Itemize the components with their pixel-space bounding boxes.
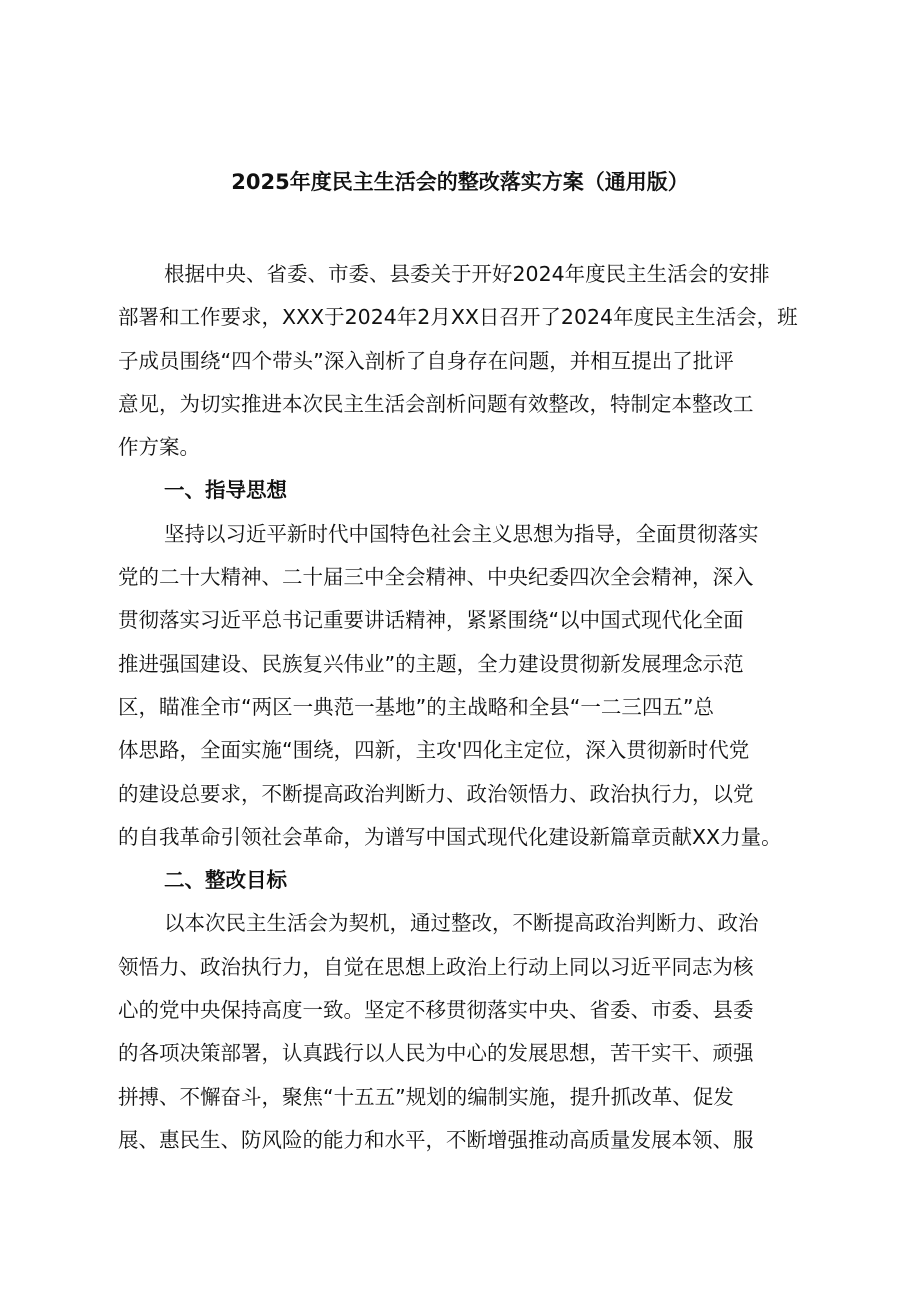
intro-line: 意见，为切实推进本次民主生活会剖析问题有效整改，特制定本整改工 — [118, 391, 754, 416]
section-heading-guiding-thought: 一、指导思想 — [164, 478, 287, 503]
section1-line: 贯彻落实习近平总书记重要讲话精神，紧紧围绕“以中国式现代化全面 — [118, 608, 744, 633]
section1-line: 推进强国建设、民族复兴伟业”的主题，全力建设贯彻新发展理念示范 — [118, 651, 744, 676]
section1-line: 坚持以习近平新时代中国特色社会主义思想为指导，全面贯彻落实 — [164, 521, 759, 546]
section2-line: 的各项决策部署，认真践行以人民为中心的发展思想，苦干实干、顽强 — [118, 1041, 754, 1066]
intro-line: 根据中央、省委、市委、县委关于开好2024年度民主生活会的安排 — [164, 262, 770, 286]
section2-line: 领悟力、政治执行力，自觉在思想上政治上行动上同以习近平同志为核 — [118, 954, 754, 979]
section1-line: 党的二十大精神、二十届三中全会精神、中央纪委四次全会精神，深入 — [118, 565, 754, 590]
section2-line: 以本次民主生活会为契机，通过整改，不断提高政治判断力、政治 — [164, 911, 759, 936]
section1-line: 体思路，全面实施“围绕，四新，主攻'四化主定位，深入贯彻新时代党 — [118, 738, 750, 763]
intro-line: 作方案。 — [118, 435, 200, 460]
intro-line: 子成员围绕“四个带头”深入剖析了自身存在问题，并相互提出了批评 — [118, 348, 734, 373]
section2-line: 心的党中央保持高度一致。坚定不移贯彻落实中央、省委、市委、县委 — [118, 998, 754, 1023]
document-title: 2025年度民主生活会的整改落实方案（通用版） — [231, 170, 689, 194]
section-heading-rectification-goals: 二、整改目标 — [164, 868, 287, 893]
section2-line: 展、惠民生、防风险的能力和水平，不断增强推动高质量发展本领、服 — [118, 1127, 754, 1152]
section1-line: 的自我革命引领社会革命，为谱写中国式现代化建设新篇章贡献XX力量。 — [118, 824, 782, 849]
document-body — [118, 253, 848, 1162]
section2-line: 拼搏、不懈奋斗，聚焦“十五五”规划的编制实施，提升抓改革、促发 — [118, 1084, 734, 1109]
section1-line: 的建设总要求，不断提高政治判断力、政治领悟力、政治执行力，以党 — [118, 781, 754, 806]
section1-line: 区，瞄准全市“两区一典范一基地”的主战略和全县“一二三四五”总 — [118, 694, 714, 719]
intro-line: 部署和工作要求，XXX于2024年2月XX日召开了2024年度民主生活会，班 — [118, 305, 798, 330]
